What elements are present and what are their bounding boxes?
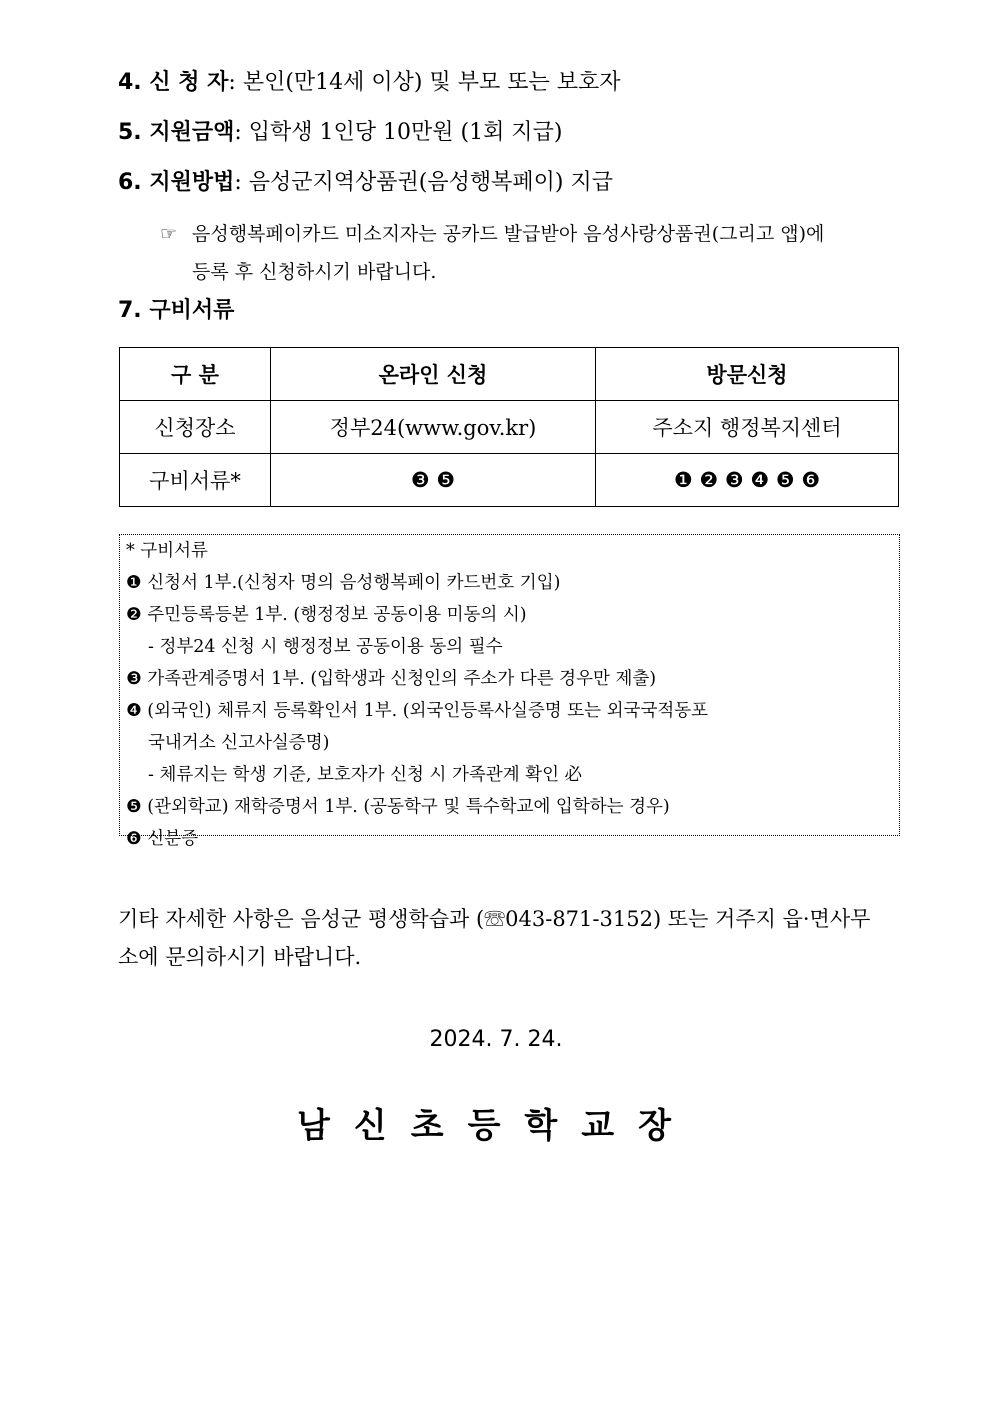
table-cell: 주소지 행정복지센터: [596, 401, 899, 454]
footnote-line: ❷ 주민등록등본 1부. (행정정보 공동이용 미동의 시): [126, 605, 527, 625]
note-line2: 등록 후 신청하시기 바랍니다.: [192, 261, 437, 283]
signature: 남신초등학교장: [297, 1106, 695, 1146]
item-text: 음성군지역상품권(음성행복페이) 지급: [248, 170, 613, 195]
documents-table: [119, 347, 899, 507]
footnote-line: - 정부24 신청 시 행정정보 공동이용 동의 필수: [148, 637, 503, 657]
item-method: 6. 지원방법: 음성군지역상품권(음성행복페이) 지급: [118, 170, 613, 195]
item-applicant: 4. 신 청 자: 본인(만14세 이상) 및 부모 또는 보호자: [118, 70, 621, 95]
pointing-hand-icon: ☞: [160, 223, 178, 245]
table-header-row: [120, 348, 899, 401]
table-header: 구 분: [120, 348, 271, 401]
closing-paragraph: 기타 자세한 사항은 음성군 평생학습과 (☏043-871-3152) 또는 거주지 읍·면사무소에 문의하시기 바랍니다.: [118, 907, 871, 969]
item-text: 입학생 1인당 10만원 (1회 지급): [248, 120, 563, 145]
item-amount: 5. 지원금액: 입학생 1인당 10만원 (1회 지급): [118, 120, 563, 145]
table-cell: ❸ ❺: [271, 454, 596, 507]
table-cell: 정부24(www.gov.kr): [271, 401, 596, 454]
note-line1: 음성행복페이카드 미소지자는 공카드 발급받아 음성사랑상품권(그리고 앱)에: [192, 223, 825, 245]
section-title: 7. 구비서류: [118, 298, 235, 323]
footnote-line: ❺ (관외학교) 재학증명서 1부. (공동학구 및 특수학교에 입학하는 경우): [126, 797, 670, 817]
table-cell: 구비서류*: [120, 454, 271, 507]
item-label: 5. 지원금액: [118, 120, 235, 145]
footnote-line: 국내거소 신고사실증명): [148, 733, 330, 753]
table-header: 온라인 신청: [271, 348, 596, 401]
table-row: [120, 454, 899, 507]
footnote-line: ❹ (외국인) 체류지 등록확인서 1부. (외국인등록사실증명 또는 외국국적동포: [126, 701, 709, 721]
footnote-line: ❸ 가족관계증명서 1부. (입학생과 신청인의 주소가 다른 경우만 제출): [126, 669, 657, 689]
item-label: 6. 지원방법: [118, 170, 235, 195]
footnote-title: * 구비서류: [126, 541, 208, 561]
footnote-line: ❻ 신분증: [126, 829, 198, 849]
footnote-line: - 체류지는 학생 기준, 보호자가 신청 시 가족관계 확인 必: [148, 765, 583, 785]
item-label: 4. 신 청 자: [118, 70, 229, 95]
section-7: [118, 296, 234, 326]
footnote-box: [119, 534, 900, 849]
table-cell: ❶ ❷ ❸ ❹ ❺ ❻: [596, 454, 899, 507]
table-cell: 신청장소: [120, 401, 271, 454]
table-header: 방문신청: [596, 348, 899, 401]
note: [160, 215, 900, 291]
item-text: 본인(만14세 이상) 및 부모 또는 보호자: [242, 70, 621, 95]
footnote-line: ❶ 신청서 1부.(신청자 명의 음성행복페이 카드번호 기입): [126, 573, 561, 593]
document-date: 2024. 7. 24.: [429, 1027, 563, 1052]
table-row: [120, 401, 899, 454]
